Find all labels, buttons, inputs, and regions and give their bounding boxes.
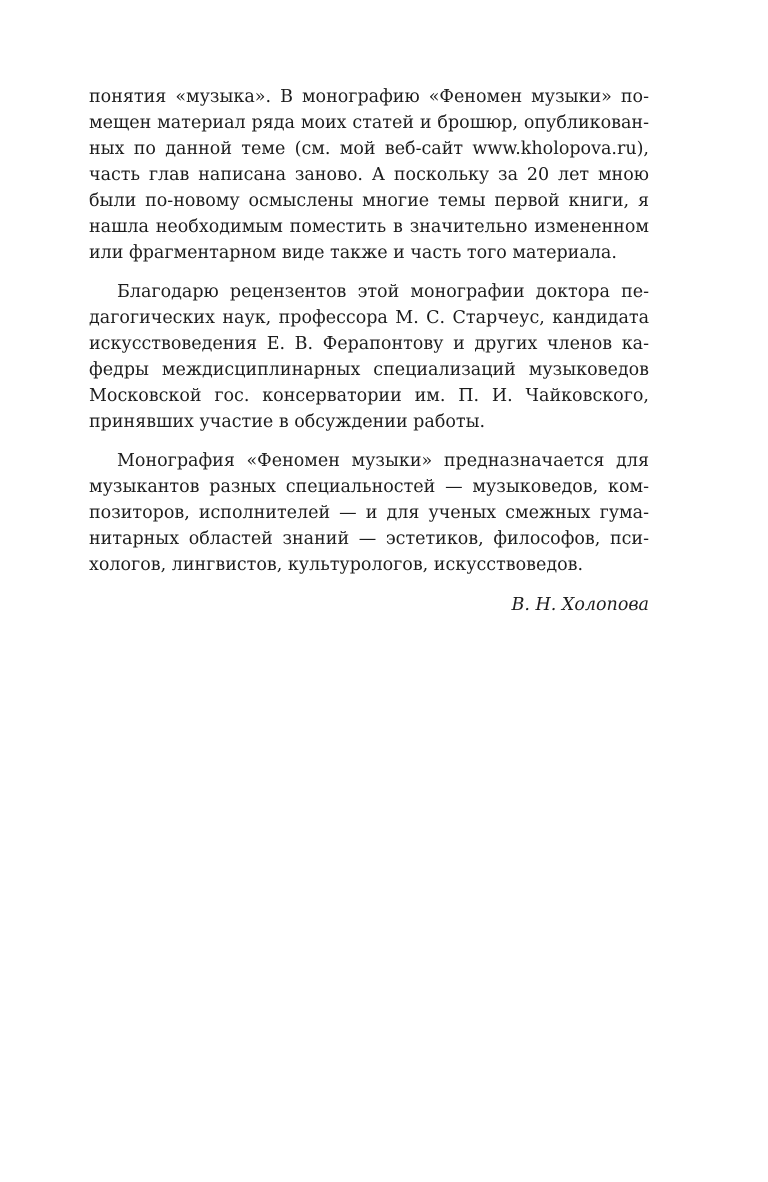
text-line: ных по данной теме (см. мой веб-сайт www.kholopova.ru), (89, 139, 649, 159)
text-line: мещен материал ряда моих статей и брошюр, опубликован- (89, 113, 649, 133)
paragraph-2 (89, 279, 649, 435)
page-body (89, 84, 649, 618)
text-line: были по-новому осмыслены многие темы первой книги, я (89, 191, 649, 211)
text-line: дагогических наук, профессора М. С. Старчеус, кандидата (89, 308, 649, 328)
text-line: Московской гос. консерватории им. П. И. Чайковского, (89, 386, 649, 406)
text-line: часть глав написана заново. А поскольку за 20 лет мною (89, 165, 649, 185)
text-line: или фрагментарном виде также и часть того материала. (89, 243, 617, 263)
text-line: хологов, лингвистов, культурологов, искусствоведов. (89, 555, 584, 575)
paragraph-3 (89, 448, 649, 578)
text-line: принявших участие в обсуждении работы. (89, 412, 486, 432)
text-line: искусствоведения Е. В. Ферапонтову и других членов ка- (89, 334, 649, 354)
paragraph-1 (89, 84, 649, 266)
text-line: Монография «Феномен музыки» предназначается для (117, 451, 649, 471)
text-line: федры междисциплинарных специализаций музыковедов (89, 360, 649, 380)
text-line: понятия «музыка». В монографию «Феномен музыки» по- (89, 87, 649, 107)
text-line: нашла необходимым поместить в значительно измененном (89, 217, 649, 237)
text-line: музыкантов разных специальностей — музыковедов, ком- (89, 477, 649, 497)
text-line: Благодарю рецензентов этой монографии доктора пе- (117, 282, 649, 302)
text-line: позиторов, исполнителей — и для ученых смежных гума- (89, 503, 649, 523)
text-line: нитарных областей знаний — эстетиков, философов, пси- (89, 529, 649, 549)
author-signature: В. Н. Холопова (511, 595, 649, 615)
